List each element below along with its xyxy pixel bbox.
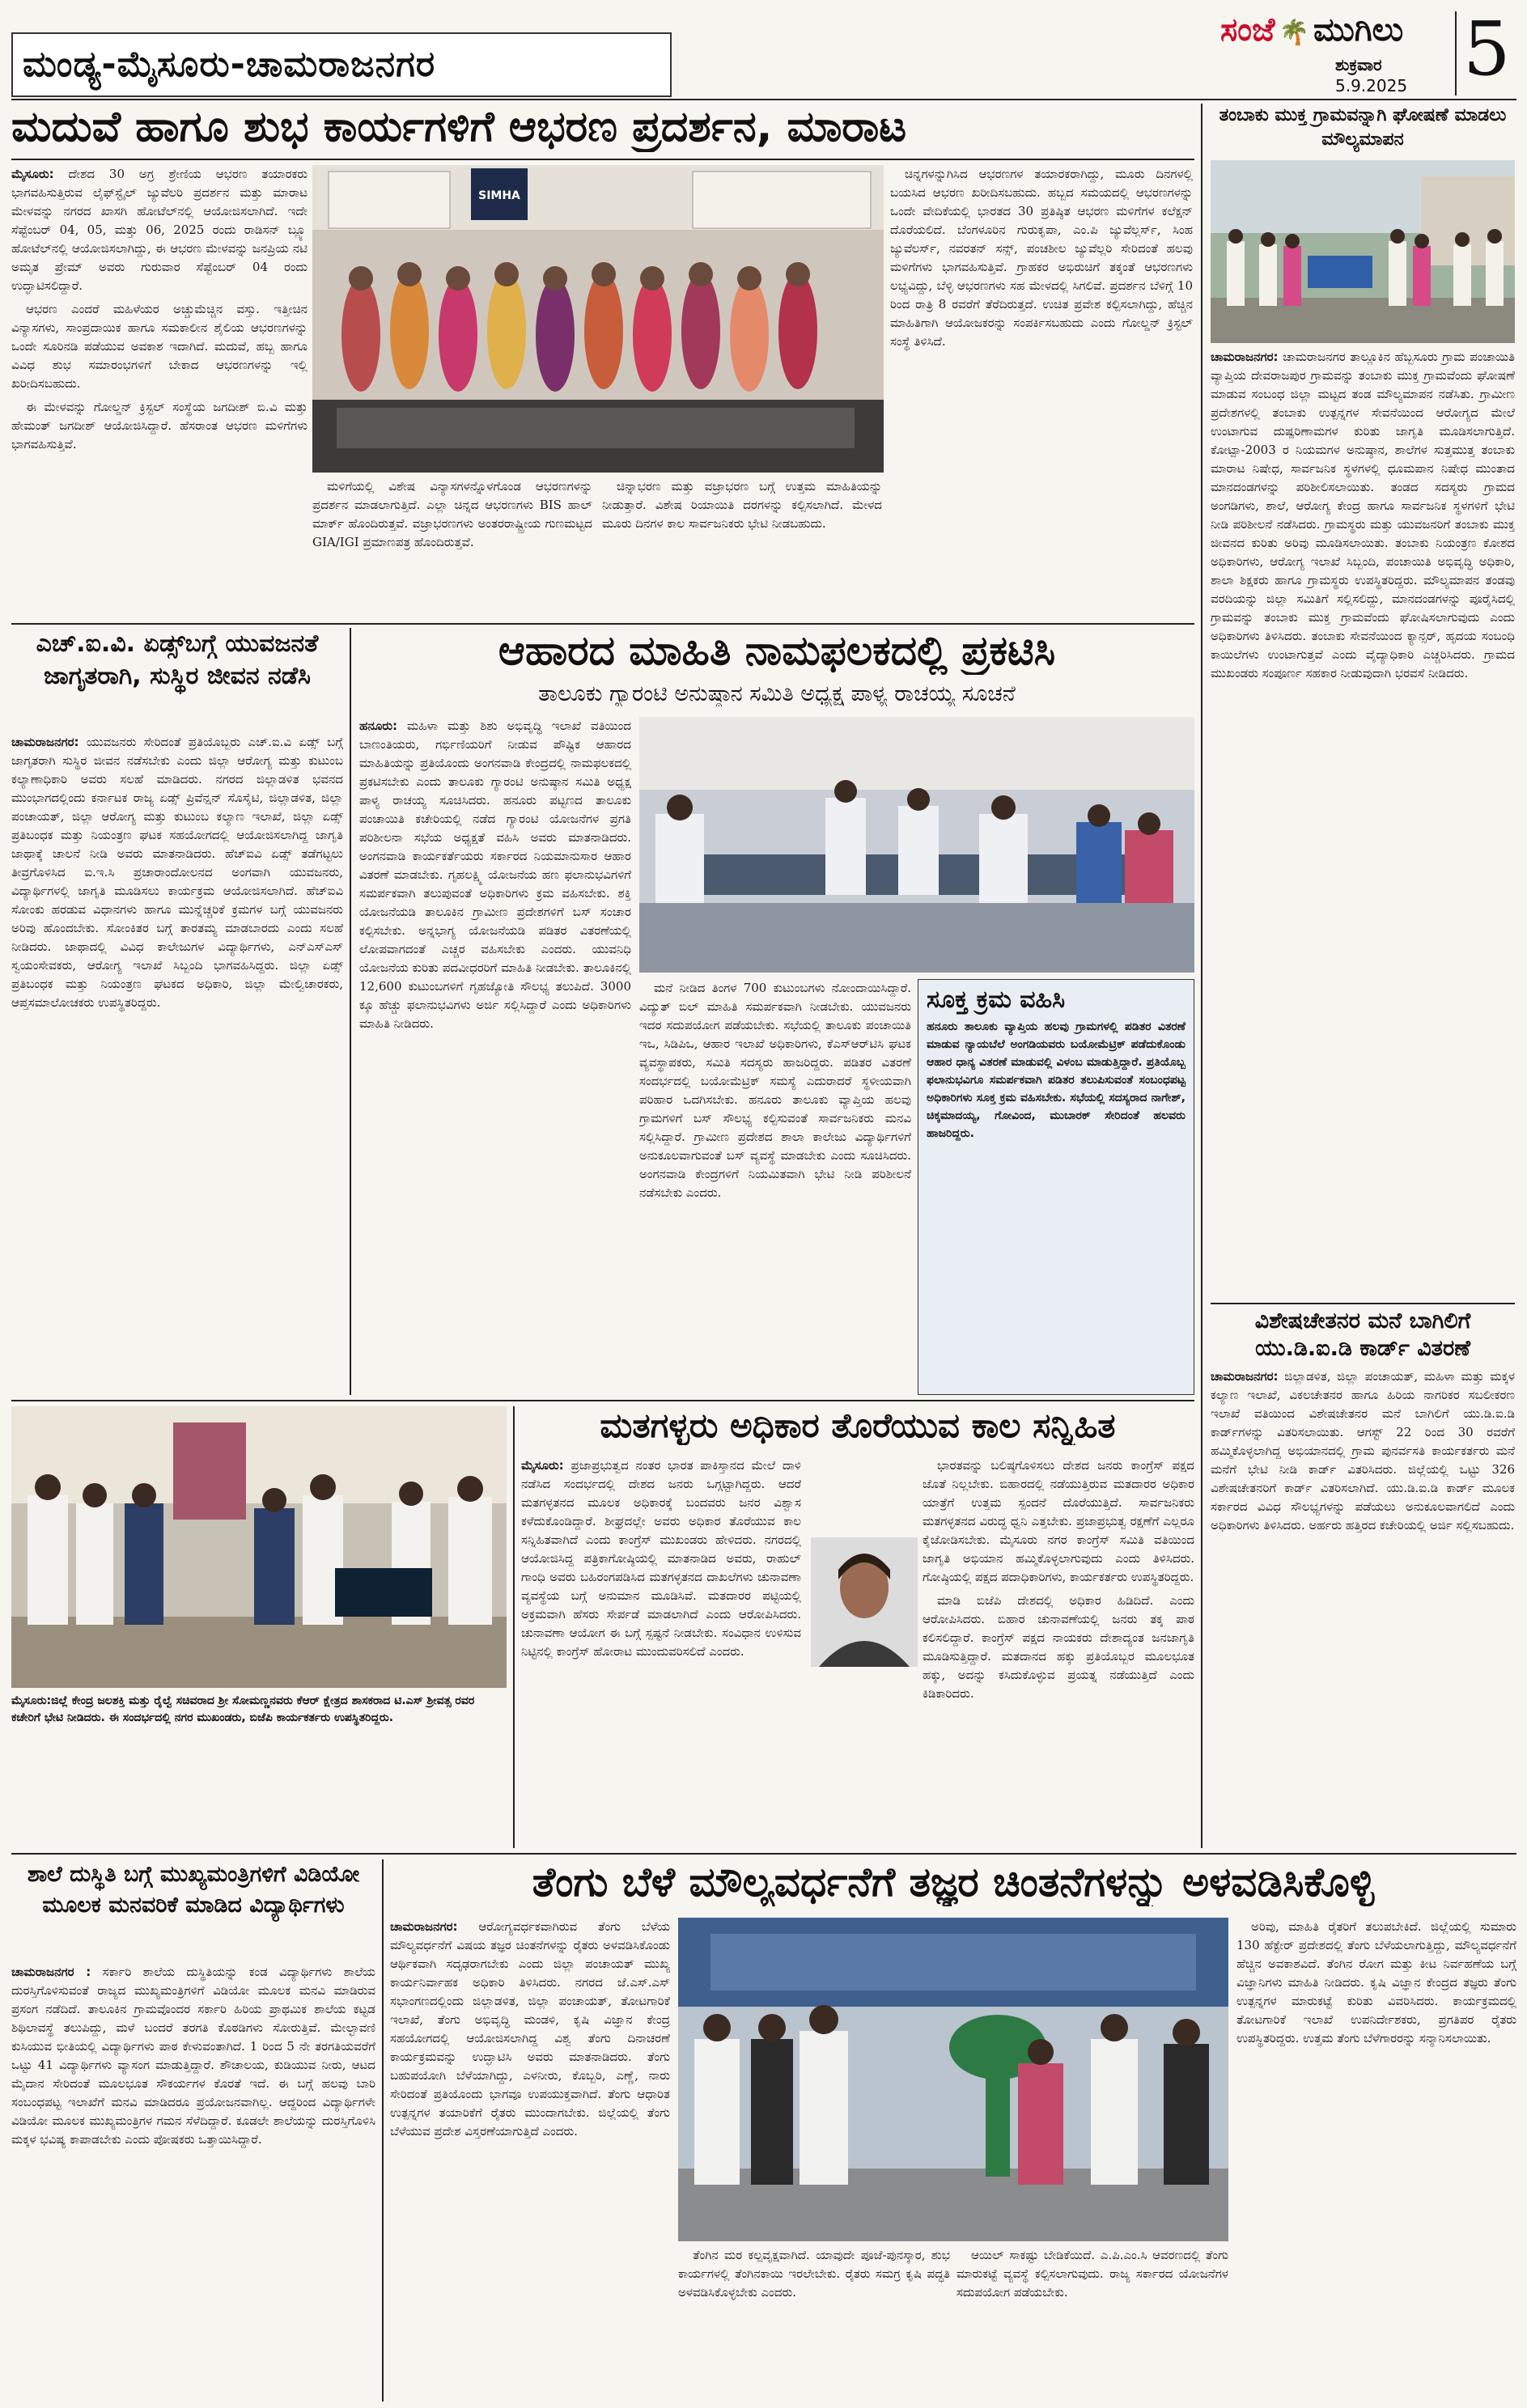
story5-col3-text: ಮಾಡಿ ಬಿಜೆಪಿ ದೇಶದಲ್ಲಿ ಅಧಿಕಾರ ಹಿಡಿದಿದೆ. ಎಂದು ಆರೋಪಿಸಿದರು. ಬಿಹಾರ ಚುನಾವಣೆಯಲ್ಲಿ ಜನರು ತಕ್ಕ ಪಾಠ ಕಲಿಸಲಿದ್ದಾರೆ. ಕಾಂಗ್ರೆಸ್ ಪಕ್ಷದ ನಾಯಕರು ದೇಶಾದ್ಯಂತ ಜನಜಾಗೃತಿ ಮೂಡಿಸುತ್ತಿದ್ದಾರೆ. ಮತದಾನದ ಹಕ್ಕು ಪ್ರತಿಯೊಬ್ಬರ ಮೂಲಭೂತ ಹಕ್ಕು, ಅದನ್ನು ಕಸಿದುಕೊಳ್ಳುವ ಪ್ರಯತ್ನ ನಡೆಯುತ್ತಿದೆ ಎಂದು ಕಿಡಿಕಾರಿದರು. bbox=[923, 1593, 1194, 1701]
rule-b bbox=[11, 1400, 1194, 1401]
story6-dateline: ಚಾಮರಾಜನಗರ : bbox=[11, 1965, 91, 1979]
story1-under-photo-b bbox=[602, 477, 882, 618]
story5-col2 bbox=[923, 1456, 1194, 1845]
story4-divider bbox=[513, 1406, 515, 1848]
story3-col2 bbox=[639, 979, 911, 1395]
story5-headline: ಮತಗಳ್ಳರು ಅಧಿಕಾರ ತೊರೆಯುವ ಕಾಲ ಸನ್ನಿಹಿತ bbox=[600, 1406, 1116, 1445]
story7-col1 bbox=[390, 1918, 670, 2400]
story5-col1 bbox=[521, 1456, 801, 1845]
story3-dateline: ಹನೂರು: bbox=[359, 719, 398, 733]
right-mid-text: ಜಿಲ್ಲಾಡಳಿತ, ಜಿಲ್ಲಾ ಪಂಚಾಯತ್, ಮಹಿಳಾ ಮತ್ತು ಮಕ್ಕಳ ಕಲ್ಯಾಣ ಇಲಾಖೆ, ವಿಕಲಚೇತನರ ಹಾಗೂ ಹಿರಿಯ ನಾಗರಿಕರ ಸಬಲೀಕರಣ ಇಲಾಖೆ ವತಿಯಿಂದ ವಿಶೇಷಚೇತನರ ಮನೆ ಬಾಗಿಲಿಗೆ ಯು.ಡಿ.ಐ.ಡಿ ಕಾರ್ಡ್‌ಗಳನ್ನು ವಿತರಿಸಲಾಯಿತು. ಆಗಸ್ಟ್ 22 ರಿಂದ 30 ರವರೆಗೆ ಹಮ್ಮಿಕೊಳ್ಳಲಾಗಿದ್ದ ಅಭಿಯಾನದಲ್ಲಿ ಗ್ರಾಮ ಪುನರ್ವಸತಿ ಕಾರ್ಯಕರ್ತರು ಮನೆ ಮನೆಗೆ ಭೇಟಿ ನೀಡಿ ಕಾರ್ಡ್ ವಿತರಿಸಿದರು. ಜಿಲ್ಲೆಯಲ್ಲಿ ಒಟ್ಟು 326 ವಿಶೇಷಚೇತನರಿಗೆ ಕಾರ್ಡ್ ವಿತರಿಸಲಾಗಿದೆ. ಯು.ಡಿ.ಐ.ಡಿ ಕಾರ್ಡ್ ಮೂಲಕ ಸರ್ಕಾರದ ವಿವಿಧ ಸೌಲಭ್ಯಗಳನ್ನು ಪಡೆಯಲು ಅನುಕೂಲವಾಗಲಿದೆ ಎಂದು ಅಧಿಕಾರಿಗಳು ತಿಳಿಸಿದರು. ಅರ್ಹರು ಹತ್ತಿರದ ಕಚೇರಿಯಲ್ಲಿ ಅರ್ಜಿ ಸಲ್ಲಿಸಬಹುದು. bbox=[1211, 1369, 1515, 1533]
story1-under-photo-a-text: ಮಳಿಗೆಯಲ್ಲಿ ವಿಶೇಷ ವಿನ್ಯಾಸಗಳನ್ನೊಳಗೊಂಡ ಆಭರಣಗಳನ್ನು ಪ್ರದರ್ಶನ ಮಾಡಲಾಗುತ್ತಿದೆ. ಎಲ್ಲಾ ಚಿನ್ನದ ಆಭರಣಗಳು BIS ಹಾಲ್ ಮಾರ್ಕ್ ಹೊಂದಿರುತ್ತವೆ. ವಜ್ರಾಭರಣಗಳು ಅಂತರರಾಷ್ಟ್ರೀಯ ಗುಣಮಟ್ಟದ GIA/IGI ಪ್ರಮಾಣಪತ್ರ ಹೊಂದಿರುತ್ತವೆ. bbox=[312, 479, 592, 549]
story4-photo bbox=[11, 1406, 507, 1688]
masthead-rule bbox=[11, 99, 1516, 100]
page-number: 5 bbox=[1463, 6, 1511, 92]
story2-body bbox=[11, 733, 343, 1395]
right-mid-body bbox=[1211, 1367, 1515, 1845]
right-top-text: ಚಾಮರಾಜನಗರ ತಾಲ್ಲೂಕಿನ ಹೆಬ್ಬಸೂರು ಗ್ರಾಮ ಪಂಚಾಯಿತಿ ವ್ಯಾಪ್ತಿಯ ದೇವರಾಜಪುರ ಗ್ರಾಮವನ್ನು ತಂಬಾಕು ಮುಕ್ತ ಗ್ರಾಮವೆಂದು ಘೋಷಣೆ ಮಾಡುವ ಸಂಬಂಧ ಜಿಲ್ಲಾ ಮಟ್ಟದ ತಂಡ ಮೌಲ್ಯಮಾಪನ ನಡೆಸಿತು. ಗ್ರಾಮೀಣ ಪ್ರದೇಶಗಳಲ್ಲಿ ತಂಬಾಕು ಉತ್ಪನ್ನಗಳ ಸೇವನೆಯಿಂದ ಆರೋಗ್ಯದ ಮೇಲೆ ಉಂಟಾಗುವ ದುಷ್ಪರಿಣಾಮಗಳ ಕುರಿತು ಜಾಗೃತಿ ಮೂಡಿಸಲಾಗುತ್ತಿದೆ. ಕೋಟ್ಪಾ-2003 ರ ನಿಯಮಗಳ ಅನುಷ್ಠಾನ, ಶಾಲೆಗಳ ಸುತ್ತಮುತ್ತ ತಂಬಾಕು ಮಾರಾಟ ನಿಷೇಧ, ಸಾರ್ವಜನಿಕ ಸ್ಥಳಗಳಲ್ಲಿ ಧೂಮಪಾನ ನಿಷೇಧ ಮುಂತಾದ ಮಾನದಂಡಗಳನ್ನು ಪರಿಶೀಲಿಸಲಾಯಿತು. ತಂಡದ ಸದಸ್ಯರು ಗ್ರಾಮದ ಅಂಗಡಿಗಳು, ಶಾಲೆ, ಆರೋಗ್ಯ ಕೇಂದ್ರ ಹಾಗೂ ಸಾರ್ವಜನಿಕ ಸ್ಥಳಗಳಿಗೆ ಭೇಟಿ ನೀಡಿ ಪರಿಶೀಲನೆ ನಡೆಸಿದರು. ಗ್ರಾಮಸ್ಥರು ಮತ್ತು ಯುವಜನರಿಗೆ ತಂಬಾಕು ಮುಕ್ತ ಜೀವನದ ಕುರಿತು ಅರಿವು ಮೂಡಿಸಲಾಯಿತು. ತಂಬಾಕು ನಿಯಂತ್ರಣ ಕೋಶದ ಅಧಿಕಾರಿಗಳು, ಆರೋಗ್ಯ ಇಲಾಖೆ ಸಿಬ್ಬಂದಿ, ಪಂಚಾಯಿತಿ ಅಭಿವೃದ್ಧಿ ಅಧಿಕಾರಿ, ಶಾಲಾ ಶಿಕ್ಷಕರು ಹಾಗೂ ಗ್ರಾಮಸ್ಥರು ಉಪಸ್ಥಿತರಿದ್ದರು. ಮೌಲ್ಯಮಾಪನ ತಂಡವು ವರದಿಯನ್ನು ಜಿಲ್ಲಾ ಸಮಿತಿಗೆ ಸಲ್ಲಿಸಲಿದ್ದು, ಮಾನದಂಡಗಳನ್ನು ಪೂರೈಸಿದಲ್ಲಿ ಗ್ರಾಮವನ್ನು ತಂಬಾಕು ಮುಕ್ತ ಗ್ರಾಮವೆಂದು ಘೋಷಿಸಲಾಗುವುದು ಎಂದು ಅಧಿಕಾರಿಗಳು ತಿಳಿಸಿದರು. ತಂಬಾಕು ಸೇವನೆಯಿಂದ ಕ್ಯಾನ್ಸರ್, ಹೃದಯ ಸಂಬಂಧಿ ಕಾಯಿಲೆಗಳು ಉಂಟಾಗುತ್ತವೆ ಎಂದು ವೈದ್ಯಾಧಿಕಾರಿ ಎಚ್ಚರಿಸಿದರು. ಗ್ರಾಮದ ಮುಖಂಡರು ಸಂಪೂರ್ಣ ಸಹಕಾರ ನೀಡುವುದಾಗಿ ಭರವಸೆ ನೀಡಿದರು. bbox=[1211, 350, 1515, 680]
right-top-photo bbox=[1211, 160, 1515, 343]
story2-text: ಯುವಜನರು ಸೇರಿದಂತೆ ಪ್ರತಿಯೊಬ್ಬರು ಎಚ್.ಐ.ವಿ ಏಡ್ಸ್ ಬಗ್ಗೆ ಜಾಗೃತರಾಗಿ ಸುಸ್ಥಿರ ಜೀವನ ನಡೆಸಬೇಕು ಎಂದು ಜಿಲ್ಲಾ ಆರೋಗ್ಯ ಮತ್ತು ಕುಟುಂಬ ಕಲ್ಯಾಣಾಧಿಕಾರಿ ಅವರು ಸಲಹೆ ಮಾಡಿದರು. ನಗರದ ಜಿಲ್ಲಾಡಳಿತ ಭವನದ ಮುಂಭಾಗದಲ್ಲಿಂದು ಕರ್ನಾಟಕ ರಾಜ್ಯ ಏಡ್ಸ್ ಪ್ರಿವೆನ್ಷನ್ ಸೊಸೈಟಿ, ಜಿಲ್ಲಾಡಳಿತ, ಜಿಲ್ಲಾ ಪಂಚಾಯತ್, ಜಿಲ್ಲಾ ಆರೋಗ್ಯ ಮತ್ತು ಕುಟುಂಬ ಕಲ್ಯಾಣ ಇಲಾಖೆ, ಜಿಲ್ಲಾ ಏಡ್ಸ್ ಪ್ರತಿಬಂಧಕ ಮತ್ತು ನಿಯಂತ್ರಣ ಘಟಕ ಸಹಯೋಗದಲ್ಲಿ ಆಯೋಜಿಸಲಾಗಿದ್ದ ಜಾಗೃತಿ ಜಾಥಾಕ್ಕೆ ಚಾಲನೆ ನೀಡಿ ಅವರು ಮಾತನಾಡಿದರು. ಹೆಚ್‌ಐವಿ ಏಡ್ಸ್ ತಡೆಗಟ್ಟಲು ತೀವ್ರಗೊಳಿಸಿದ ಐ.ಇ.ಸಿ ಪ್ರಚಾರಾಂದೋಲನದ ಅಂಗವಾಗಿ ಯುವಜನರು, ವಿದ್ಯಾರ್ಥಿಗಳಲ್ಲಿ ಜಾಗೃತಿ ಮೂಡಿಸಲು ಕಾರ್ಯಕ್ರಮ ಆಯೋಜಿಸಲಾಗಿದೆ. ಹೆಚ್‌ಐವಿ ಸೋಂಕು ಹರಡುವ ವಿಧಾನಗಳು ಹಾಗೂ ಮುನ್ನೆಚ್ಚರಿಕೆ ಕ್ರಮಗಳ ಬಗ್ಗೆ ಯುವಜನರು ಅರಿವು ಹೊಂದಬೇಕು. ಸೋಂಕಿತರ ಬಗ್ಗೆ ತಾರತಮ್ಯ ಮಾಡಬಾರದು ಎಂದು ಸಲಹೆ ನೀಡಿದರು. ಜಾಥಾದಲ್ಲಿ ವಿವಿಧ ಕಾಲೇಜುಗಳ ವಿದ್ಯಾರ್ಥಿಗಳು, ಎನ್‌ಎಸ್‌ಎಸ್ ಸ್ವಯಂಸೇವಕರು, ಆರೋಗ್ಯ ಇಲಾಖೆ ಸಿಬ್ಬಂದಿ ಭಾಗವಹಿಸಿದ್ದರು. ಜಿಲ್ಲಾ ಏಡ್ಸ್ ಪ್ರತಿಬಂಧಕ ಮತ್ತು ನಿಯಂತ್ರಣ ಘಟಕದ ಅಧಿಕಾರಿ, ಜಿಲ್ಲಾ ಮೇಲ್ವಿಚಾರಕರು, ಆಪ್ತಸಮಾಲೋಚಕರು ಉಪಸ್ಥಿತರಿದ್ದರು. bbox=[11, 735, 343, 1010]
palm-icon: 🌴 bbox=[1279, 19, 1309, 47]
masthead-divider bbox=[1455, 11, 1457, 95]
story1-body3: ಈ ಮೇಳವನ್ನು ಗೋಲ್ಡನ್ ಕ್ರಿಸ್ಟಲ್ ಸಂಸ್ಥೆಯ ಜಗದೀಶ್ ಬಿ.ವಿ ಮತ್ತು ಹೇಮಂತ್ ಜಗದೀಶ್ ಆಯೋಜಿಸಿದ್ದಾರೆ. ಹೆಸರಾಂತ ಆಭರಣ ಮಳಿಗೆಗಳು ಭಾಗವಹಿಸುತ್ತಿವೆ. bbox=[11, 400, 308, 451]
story1-body1: ದೇಶದ 30 ಅಗ್ರ ಶ್ರೇಣಿಯ ಆಭರಣ ತಯಾರಕರು ಭಾಗವಹಿಸುತ್ತಿರುವ ಲೈಫ್‌ಸ್ಟೈಲ್ ಜ್ಯುವೆಲರಿ ಪ್ರದರ್ಶನ ಮತ್ತು ಮಾರಾಟ ಮೇಳವನ್ನು ನಗರದ ಖಾಸಗಿ ಹೋಟೆಲ್‌ನಲ್ಲಿ ಆಯೋಜಿಸಲಾಗಿದೆ. ಇದೇ ಸೆಪ್ಟೆಂಬರ್ 04, 05, ಮತ್ತು 06, 2025 ರಂದು ರಾಡಿಸನ್ ಬ್ಲ್ಯೂ ಹೋಟೆಲ್‌ನಲ್ಲಿ ಆಯೋಜಿಸಲಾಗಿದ್ದು, ಈ ಆಭರಣ ಮೇಳವನ್ನು ಜನಪ್ರಿಯ ನಟಿ ಅಮೃತ ಪ್ರೇಮ್ ಅವರು ಗುರುವಾರ ಸೆಪ್ಟೆಂಬರ್ 04 ರಂದು ಉದ್ಘಾಟಿಸಲಿದ್ದಾರೆ. bbox=[11, 167, 308, 293]
story3-subhead: ತಾಲೂಕು ಗ್ಯಾರಂಟಿ ಅನುಷ್ಠಾನ ಸಮಿತಿ ಅಧ್ಯಕ್ಷ ಪಾಳ್ಯ ರಾಚಯ್ಯ ಸೂಚನೆ bbox=[538, 681, 1016, 706]
story5-col2-text: ಭಾರತವನ್ನು ಬಲಿಷ್ಠಗೊಳಿಸಲು ದೇಶದ ಜನರು ಕಾಂಗ್ರೆಸ್ ಪಕ್ಷದ ಜೊತೆ ನಿಲ್ಲಬೇಕು. ಬಿಹಾರದಲ್ಲಿ ನಡೆಯುತ್ತಿರುವ ಮತದಾರರ ಅಧಿಕಾರ ಯಾತ್ರೆಗೆ ಉತ್ತಮ ಸ್ಪಂದನೆ ದೊರೆಯುತ್ತಿದೆ. ಸಾರ್ವಜನಿಕರು ಮತಗಳ್ಳತನದ ವಿರುದ್ಧ ಧ್ವನಿ ಎತ್ತಬೇಕು. ಪ್ರಜಾಪ್ರಭುತ್ವ ರಕ್ಷಣೆಗೆ ಎಲ್ಲರೂ ಕೈಜೋಡಿಸಬೇಕು. ಮೈಸೂರು ನಗರ ಕಾಂಗ್ರೆಸ್ ಸಮಿತಿ ವತಿಯಿಂದ ಜಾಗೃತಿ ಅಭಿಯಾನ ಹಮ್ಮಿಕೊಳ್ಳಲಾಗುವುದು ಎಂದು ತಿಳಿಸಿದರು. ಗೋಷ್ಠಿಯಲ್ಲಿ ಪಕ್ಷದ ಪದಾಧಿಕಾರಿಗಳು, ಕಾರ್ಯಕರ್ತರು ಉಪಸ್ಥಿತರಿದ್ದರು. bbox=[923, 1458, 1194, 1584]
story7-under-photo-a-text: ತೆಂಗಿನ ಮರ ಕಲ್ಪವೃಕ್ಷವಾಗಿದೆ. ಯಾವುದೇ ಪೂಜೆ-ಪುನಸ್ಕಾರ, ಶುಭ ಕಾರ್ಯಗಳಲ್ಲಿ ತೆಂಗಿನಕಾಯಿ ಇರಲೇಬೇಕು. ರೈತರು ಸಮಗ್ರ ಕೃಷಿ ಪದ್ಧತಿ ಅಳವಡಿಸಿಕೊಳ್ಳಬೇಕು ಎಂದರು. bbox=[678, 2248, 950, 2300]
story3-box-title: ಸೂಕ್ತ ಕ್ರಮ ವಹಿಸಿ bbox=[927, 986, 1066, 1014]
story3-box bbox=[918, 979, 1194, 1395]
story1-under-photo-b-text: ಚಿನ್ನಾಭರಣ ಮತ್ತು ವಜ್ರಾಭರಣ ಬಗ್ಗೆ ಉತ್ತಮ ಮಾಹಿತಿಯನ್ನು ನೀಡುತ್ತಾರೆ. ವಿಶೇಷ ರಿಯಾಯಿತಿ ದರಗಳನ್ನು ಕಲ್ಪಿಸಲಾಗಿದೆ. ಮೇಳದ ಮೂರು ದಿನಗಳ ಕಾಲ ಸಾರ್ವಜನಿಕರು ಭೇಟಿ ನೀಡಬಹುದು. bbox=[602, 479, 882, 531]
svg-text:SIMHA: SIMHA bbox=[478, 189, 520, 202]
story7-text: ಆರೋಗ್ಯವರ್ಧಕವಾಗಿರುವ ತೆಂಗು ಬೆಳೆಯ ಮೌಲ್ಯವರ್ಧನೆಗೆ ವಿಷಯ ತಜ್ಞರ ಚಿಂತನೆಗಳನ್ನು ರೈತರು ಅಳವಡಿಸಿಕೊಂಡು ಆರ್ಥಿಕವಾಗಿ ಸದೃಢರಾಗಬೇಕು ಎಂದು ಜಿಲ್ಲಾ ಪಂಚಾಯತ್ ಮುಖ್ಯ ಕಾರ್ಯನಿರ್ವಾಹಕ ಅಧಿಕಾರಿ ತಿಳಿಸಿದರು. ನಗರದ ಜೆ.ಎಸ್.ಎಸ್ ಸಭಾಂಗಣದಲ್ಲಿಂದು ಜಿಲ್ಲಾಡಳಿತ, ಜಿಲ್ಲಾ ಪಂಚಾಯತ್, ತೋಟಗಾರಿಕೆ ಇಲಾಖೆ, ತೆಂಗು ಅಭಿವೃದ್ಧಿ ಮಂಡಳಿ, ಕೃಷಿ ವಿಜ್ಞಾನ ಕೇಂದ್ರ ಸಹಯೋಗದಲ್ಲಿ ಆಯೋಜಿಸಲಾಗಿದ್ದ ವಿಶ್ವ ತೆಂಗು ದಿನಾಚರಣೆ ಕಾರ್ಯಕ್ರಮವನ್ನು ಉದ್ಘಾಟಿಸಿ ಅವರು ಮಾತನಾಡಿದರು. ತೆಂಗು ಬಹುಪಯೋಗಿ ಬೆಳೆಯಾಗಿದ್ದು, ಎಳನೀರು, ಕೊಬ್ಬರಿ, ಎಣ್ಣೆ, ನಾರು ಸೇರಿದಂತೆ ಪ್ರತಿಯೊಂದು ಭಾಗವೂ ಉಪಯುಕ್ತವಾಗಿದೆ. ತೆಂಗು ಆಧಾರಿತ ಉತ್ಪನ್ನಗಳ ತಯಾರಿಕೆಗೆ ರೈತರು ಮುಂದಾಗಬೇಕು. ಜಿಲ್ಲೆಯಲ್ಲಿ ತೆಂಗು ಬೆಳೆಯುವ ಪ್ರದೇಶ ವಿಸ್ತರಣೆಯಾಗುತ್ತಿದೆ ಎಂದರು. bbox=[390, 1919, 670, 2139]
story7-col3 bbox=[1236, 1918, 1516, 2400]
right-mid-headline: ವಿಶೇಷಚೇತನರ ಮನೆ ಬಾಗಿಲಿಗೆ ಯು.ಡಿ.ಐ.ಡಿ ಕಾರ್ಡ್ ವಿತರಣೆ bbox=[1254, 1308, 1471, 1361]
story1-rule bbox=[11, 159, 1194, 160]
story7-under-photo-a bbox=[678, 2246, 950, 2400]
story3-text: ಮಹಿಳಾ ಮತ್ತು ಶಿಶು ಅಭಿವೃದ್ಧಿ ಇಲಾಖೆ ವತಿಯಿಂದ ಬಾಣಂತಿಯರು, ಗರ್ಭಿಣಿಯರಿಗೆ ನೀಡುವ ಪೌಷ್ಟಿಕ ಆಹಾರದ ಮಾಹಿತಿಯನ್ನು ಪ್ರತಿಯೊಂದು ಅಂಗನವಾಡಿ ಕೇಂದ್ರದಲ್ಲಿ ನಾಮಫಲಕದಲ್ಲಿ ಪ್ರಕಟಿಸಬೇಕು ಎಂದು ತಾಲೂಕು ಗ್ಯಾರಂಟಿ ಅನುಷ್ಠಾನ ಸಮಿತಿ ಅಧ್ಯಕ್ಷ ಪಾಳ್ಯ ರಾಚಯ್ಯ ಸೂಚಿಸಿದರು. ಹನೂರು ಪಟ್ಟಣದ ತಾಲೂಕು ಪಂಚಾಯಿತಿ ಕಚೇರಿಯಲ್ಲಿ ನಡೆದ ಗ್ಯಾರಂಟಿ ಯೋಜನೆಗಳ ಪ್ರಗತಿ ಪರಿಶೀಲನಾ ಸಭೆಯ ಅಧ್ಯಕ್ಷತೆ ವಹಿಸಿ ಅವರು ಮಾತನಾಡಿದರು. ಅಂಗನವಾಡಿ ಕಾರ್ಯಕರ್ತೆಯರು ಸರ್ಕಾರದ ನಿಯಮಾನುಸಾರ ಆಹಾರ ವಿತರಣೆ ಮಾಡಬೇಕು. ಗೃಹಲಕ್ಷ್ಮಿ ಯೋಜನೆಯ ಹಣ ಫಲಾನುಭವಿಗಳಿಗೆ ಸಮರ್ಪಕವಾಗಿ ತಲುಪುವಂತೆ ಅಧಿಕಾರಿಗಳು ಕ್ರಮ ವಹಿಸಬೇಕು. ಶಕ್ತಿ ಯೋಜನೆಯಡಿ ತಾಲೂಕಿನ ಗ್ರಾಮೀಣ ಪ್ರದೇಶಗಳಿಗೆ ಬಸ್ ಸಂಚಾರ ಕಲ್ಪಿಸಬೇಕು. ಅನ್ನಭಾಗ್ಯ ಯೋಜನೆಯಡಿ ಪಡಿತರ ವಿತರಣೆಯಲ್ಲಿ ಲೋಪವಾಗದಂತೆ ಎಚ್ಚರ ವಹಿಸಬೇಕು ಎಂದರು. ಯುವನಿಧಿ ಯೋಜನೆಯ ಕುರಿತು ಪದವೀಧರರಿಗೆ ಮಾಹಿತಿ ನೀಡಬೇಕು. ತಾಲೂಕಿನಲ್ಲಿ 12,600 ಕುಟುಂಬಗಳಿಗೆ ಗೃಹಜ್ಯೋತಿ ಸೌಲಭ್ಯ ತಲುಪಿದೆ. 3000 ಕ್ಕೂ ಹೆಚ್ಚು ಫಲಾನುಭವಿಗಳು ಅರ್ಜಿ ಸಲ್ಲಿಸಿದ್ದಾರೆ ಎಂದು ಅಧಿಕಾರಿಗಳು ಮಾಹಿತಿ ನೀಡಿದರು. bbox=[359, 719, 631, 1031]
story2-divider bbox=[350, 628, 351, 1395]
story7-headline: ತೆಂಗು ಬೆಳೆ ಮೌಲ್ಯವರ್ಧನೆಗೆ ತಜ್ಞರ ಚಿಂತನೆಗಳನ್ನು ಅಳವಡಿಸಿಕೊಳ್ಳಿ bbox=[532, 1859, 1375, 1906]
story6-headline: ಶಾಲೆ ದುಸ್ಥಿತಿ ಬಗ್ಗೆ ಮುಖ್ಯಮಂತ್ರಿಗಳಿಗೆ ವಿಡಿಯೋ ಮೂಲಕ ಮನವರಿಕೆ ಮಾಡಿದ ವಿದ್ಯಾರ್ಥಿಗಳು bbox=[27, 1862, 360, 1918]
logo-word-2: ಮುಗಿಲು bbox=[1313, 11, 1404, 49]
section-label bbox=[11, 32, 672, 97]
paper-logo bbox=[1220, 11, 1455, 53]
issue-day: ಶುಕ್ರವಾರ bbox=[1335, 55, 1382, 74]
story7-col3-text: ಅರಿವು, ಮಾಹಿತಿ ರೈತರಿಗೆ ತಲುಪಬೇಕಿದೆ. ಜಿಲ್ಲೆಯಲ್ಲಿ ಸುಮಾರು 130 ಹೆಕ್ಟೇರ್ ಪ್ರದೇಶದಲ್ಲಿ ತೆಂಗು ಬೆಳೆಯಲಾಗುತ್ತಿದ್ದು, ಮೌಲ್ಯವರ್ಧನೆಗೆ ಹೆಚ್ಚಿನ ಅವಕಾಶವಿದೆ. ತೆಂಗಿನ ರೋಗ ಮತ್ತು ಕೀಟ ನಿರ್ವಹಣೆಯ ಬಗ್ಗೆ ವಿಜ್ಞಾನಿಗಳು ಮಾಹಿತಿ ನೀಡಿದರು. ಕೃಷಿ ವಿಜ್ಞಾನ ಕೇಂದ್ರದ ತಜ್ಞರು ತೆಂಗು ಉತ್ಪನ್ನಗಳ ಮಾರುಕಟ್ಟೆ ಕುರಿತು ವಿವರಿಸಿದರು. ಕಾರ್ಯಕ್ರಮದಲ್ಲಿ ತೋಟಗಾರಿಕೆ ಇಲಾಖೆ ಉಪನಿರ್ದೇಶಕರು, ಪ್ರಗತಿಪರ ರೈತರು ಉಪಸ್ಥಿತರಿದ್ದರು. ಉತ್ತಮ ತೆಂಗು ಬೆಳೆಗಾರರನ್ನು ಸನ್ಮಾನಿಸಲಾಯಿತು. bbox=[1236, 1919, 1516, 2046]
story4-caption: ಮೈಸೂರು:ಜಿಲ್ಲೆ ಕೇಂದ್ರ ಜಲಶಕ್ತಿ ಮತ್ತು ರೈಲ್ವೆ ಸಚಿವರಾದ ಶ್ರೀ ಸೋಮಣ್ಣನವರು ಕೆಆರ್ ಕ್ಷೇತ್ರದ ಶಾಸಕರಾದ ಟಿ.ಎಸ್ ಶ್ರೀವತ್ಸ ರವರ ಕಚೇರಿಗೆ ಭೇಟಿ ನೀಡಿದರು. ಈ ಸಂದರ್ಭದಲ್ಲಿ ನಗರ ಮುಖಂಡರು, ಬಿಜೆಪಿ ಕಾರ್ಯಕರ್ತರು ಉಪಸ್ಥಿತರಿದ್ದರು. bbox=[11, 1694, 475, 1724]
right-mid-dateline: ಚಾಮರಾಜನಗರ: bbox=[1211, 1369, 1279, 1384]
story6-body bbox=[11, 1963, 375, 2400]
story1-dateline: ಮೈಸೂರು: bbox=[11, 167, 54, 181]
story5-portrait bbox=[811, 1537, 918, 1667]
story7-dateline: ಚಾಮರಾಜನಗರ: bbox=[390, 1919, 458, 1934]
right-rule-1 bbox=[1211, 1303, 1515, 1304]
story6-text: ಸರ್ಕಾರಿ ಶಾಲೆಯ ದುಸ್ಥಿತಿಯನ್ನು ಕಂಡ ವಿದ್ಯಾರ್ಥಿಗಳು ಶಾಲೆಯ ದುರಸ್ತಿಗೊಳಿಸುವಂತೆ ರಾಜ್ಯದ ಮುಖ್ಯಮಂತ್ರಿಗಳಿಗೆ ವಿಡಿಯೋ ಮೂಲಕ ಮನವಿ ಮಾಡಿರುವ ಪ್ರಸಂಗ ನಡೆದಿದೆ. ತಾಲೂಕಿನ ಗ್ರಾಮವೊಂದರ ಸರ್ಕಾರಿ ಹಿರಿಯ ಪ್ರಾಥಮಿಕ ಶಾಲೆಯ ಕಟ್ಟಡ ಶಿಥಿಲಾವಸ್ಥೆ ತಲುಪಿದ್ದು, ಮಳೆ ಬಂದರೆ ತರಗತಿ ಕೊಠಡಿಗಳು ಸೋರುತ್ತಿವೆ. ಮೇಲ್ಛಾವಣಿ ಕುಸಿಯುವ ಭೀತಿಯಲ್ಲಿ ವಿದ್ಯಾರ್ಥಿಗಳು ಪಾಠ ಕೇಳುವಂತಾಗಿದೆ. 1 ರಿಂದ 5 ನೇ ತರಗತಿಯವರೆಗೆ ಒಟ್ಟು 41 ವಿದ್ಯಾರ್ಥಿಗಳು ವ್ಯಾಸಂಗ ಮಾಡುತ್ತಿದ್ದಾರೆ. ಶೌಚಾಲಯ, ಕುಡಿಯುವ ನೀರು, ಆಟದ ಮೈದಾನ ಸೇರಿದಂತೆ ಮೂಲಭೂತ ಸೌಕರ್ಯಗಳ ಕೊರತೆ ಇದೆ. ಈ ಬಗ್ಗೆ ಹಲವು ಬಾರಿ ಸಂಬಂಧಪಟ್ಟ ಇಲಾಖೆಗೆ ಮನವಿ ಮಾಡಿದರೂ ಪ್ರಯೋಜನವಾಗಿಲ್ಲ. ಆದ್ದರಿಂದ ವಿದ್ಯಾರ್ಥಿಗಳೇ ವಿಡಿಯೋ ಮೂಲಕ ಮುಖ್ಯಮಂತ್ರಿಗಳ ಗಮನ ಸೆಳೆದಿದ್ದಾರೆ. ಕೂಡಲೇ ಶಾಲೆಯನ್ನು ದುರಸ್ತಿಗೊಳಿಸಿ ಮಕ್ಕಳ ಭವಿಷ್ಯ ಕಾಪಾಡಬೇಕು ಎಂದು ಪೋಷಕರು ಒತ್ತಾಯಿಸಿದ್ದಾರೆ. bbox=[11, 1965, 375, 2147]
story5-dateline: ಮೈಸೂರು: bbox=[521, 1458, 564, 1473]
story1-col1 bbox=[11, 165, 308, 618]
right-top-dateline: ಚಾಮರಾಜನಗರ: bbox=[1211, 350, 1279, 364]
right-col-divider bbox=[1201, 104, 1203, 1848]
story2-dateline: ಚಾಮರಾಜನಗರ: bbox=[11, 735, 79, 749]
rule-a bbox=[11, 623, 1194, 625]
story2-headline: ಎಚ್.ಐ.ವಿ. ಏಡ್ಸ್‌ಬಗ್ಗೆ ಯುವಜನತೆ ಜಾಗೃತರಾಗಿ, ಸುಸ್ಥಿರ ಜೀವನ ನಡೆಸಿ bbox=[36, 630, 319, 690]
story7-photo bbox=[678, 1918, 1228, 2241]
story7-under-photo-b-text: ಆಯಿಲ್ ಸಾಕಷ್ಟು ಬೇಡಿಕೆಯಿದೆ. ಎ.ಪಿ.ಎಂ.ಸಿ ಆವರಣದಲ್ಲಿ ತೆಂಗು ಮಾರುಕಟ್ಟೆ ವ್ಯವಸ್ಥೆ ಕಲ್ಪಿಸಲಾಗುವುದು. ರಾಜ್ಯ ಸರ್ಕಾರದ ಯೋಜನೆಗಳ ಸದುಪಯೋಗ ಪಡೆಯಬೇಕು. bbox=[956, 2248, 1228, 2300]
logo-word-1: ಸಂಜೆ bbox=[1220, 11, 1275, 49]
story3-col1 bbox=[359, 717, 631, 1395]
issue-date: 5.9.2025 bbox=[1335, 76, 1408, 95]
story1-body2: ಆಭರಣ ಎಂದರೆ ಮಹಿಳೆಯರ ಅಚ್ಚುಮೆಚ್ಚಿನ ವಸ್ತು. ಇತ್ತೀಚಿನ ವಿನ್ಯಾಸಗಳು, ಸಾಂಪ್ರದಾಯಿಕ ಹಾಗೂ ಸಮಕಾಲೀನ ಶೈಲಿಯ ಆಭರಣಗಳನ್ನು ಒಂದೇ ಸೂರಿನಡಿ ಪಡೆಯುವ ಅವಕಾಶ ಇದಾಗಿದೆ. ಮದುವೆ, ಹಬ್ಬ ಹಾಗೂ ವಿವಿಧ ಶುಭ ಸಮಾರಂಭಗಳಿಗೆ ಬೇಕಾದ ಆಭರಣಗಳನ್ನು ಇಲ್ಲಿ ಖರೀದಿಸಬಹುದು. bbox=[11, 302, 308, 391]
right-top-body bbox=[1211, 348, 1515, 1298]
right-top-headline: ತಂಬಾಕು ಮುಕ್ತ ಗ್ರಾಮವನ್ನಾಗಿ ಘೋಷಣೆ ಮಾಡಲು ಮೌಲ್ಯಮಾಪನ bbox=[1219, 105, 1507, 150]
story7-under-photo-b bbox=[956, 2246, 1228, 2400]
story1-under-photo-a bbox=[312, 477, 592, 618]
story3-box-body: ಹನೂರು ತಾಲೂಕು ವ್ಯಾಪ್ತಿಯ ಹಲವು ಗ್ರಾಮಗಳಲ್ಲಿ ಪಡಿತರ ವಿತರಣೆ ಮಾಡುವ ನ್ಯಾಯಬೆಲೆ ಅಂಗಡಿಯವರು ಬಯೋಮೆಟ್ರಿಕ್ ಪಡೆದುಕೊಂಡು ಆಹಾರ ಧಾನ್ಯ ವಿತರಣೆ ಮಾಡುವಲ್ಲಿ ವಿಳಂಬ ಮಾಡುತ್ತಿದ್ದಾರೆ. ಪ್ರತಿಯೊಬ್ಬ ಫಲಾನುಭವಿಗೂ ಸಮರ್ಪಕವಾಗಿ ಪಡಿತರ ತಲುಪಿಸುವಂತೆ ಸಂಬಂಧಪಟ್ಟ ಅಧಿಕಾರಿಗಳು ಸೂಕ್ತ ಕ್ರಮ ವಹಿಸಬೇಕು. ಸಭೆಯಲ್ಲಿ ಸದಸ್ಯರಾದ ನಾಗೇಶ್, ಚಿಕ್ಕಮಾದಯ್ಯ, ಗೋವಿಂದ, ಮುಬಾರಕ್ ಸೇರಿದಂತೆ ಹಲವರು ಹಾಜರಿದ್ದರು. bbox=[927, 1020, 1186, 1140]
story3-col2-text: ಮನೆ ನೀಡಿದ ತಿಂಗಳ 700 ಕುಟುಂಬಗಳು ನೋಂದಾಯಿಸಿದ್ದಾರೆ. ವಿದ್ಯುತ್ ಬಿಲ್ ಮಾಹಿತಿ ಸಮರ್ಪಕವಾಗಿ ನೀಡಬೇಕು. ಯುವಜನರು ಇದರ ಸದುಪಯೋಗ ಪಡೆಯಬೇಕು. ಸಭೆಯಲ್ಲಿ ತಾಲೂಕು ಪಂಚಾಯಿತಿ ಇಒ, ಸಿಡಿಪಿಒ, ಆಹಾರ ಇಲಾಖೆ ಅಧಿಕಾರಿಗಳು, ಕೆಎಸ್‌ಆರ್‌ಟಿಸಿ ಘಟಕ ವ್ಯವಸ್ಥಾಪಕರು, ಸಮಿತಿ ಸದಸ್ಯರು ಹಾಜರಿದ್ದರು. ಪಡಿತರ ವಿತರಣೆ ಸಂದರ್ಭದಲ್ಲಿ ಬಯೋಮೆಟ್ರಿಕ್ ಸಮಸ್ಯೆ ಎದುರಾದರೆ ಸ್ಥಳೀಯವಾಗಿ ಪರಿಹಾರ ಒದಗಿಸಬೇಕು. ಹನೂರು ತಾಲೂಕು ವ್ಯಾಪ್ತಿಯ ಹಲವು ಗ್ರಾಮಗಳಿಗೆ ಬಸ್ ಸೌಲಭ್ಯ ಕಲ್ಪಿಸುವಂತೆ ಸಾರ್ವಜನಿಕರು ಮನವಿ ಸಲ್ಲಿಸಿದ್ದಾರೆ. ಗ್ರಾಮೀಣ ಪ್ರದೇಶದ ಶಾಲಾ ಕಾಲೇಜು ವಿದ್ಯಾರ್ಥಿಗಳಿಗೆ ಅನುಕೂಲವಾಗುವಂತೆ ಬಸ್ ವ್ಯವಸ್ಥೆ ಮಾಡಬೇಕು ಎಂದು ಸೂಚಿಸಿದರು. ಅಂಗನವಾಡಿ ಕೇಂದ್ರಗಳಿಗೆ ನಿಯಮಿತವಾಗಿ ಭೇಟಿ ನೀಡಿ ಪರಿಶೀಲನೆ ನಡೆಸಬೇಕು ಎಂದರು. bbox=[639, 981, 911, 1200]
story5-text: ಪ್ರಜಾಪ್ರಭುತ್ವದ ನಂತರ ಭಾರತ ಪಾಕಿಸ್ತಾನದ ಮೇಲೆ ದಾಳಿ ನಡೆಸಿದ ಸಂದರ್ಭದಲ್ಲಿ ದೇಶದ ಜನರು ಒಗ್ಗಟ್ಟಾಗಿದ್ದರು. ಆದರೆ ಮತಗಳ್ಳತನದ ಮೂಲಕ ಅಧಿಕಾರಕ್ಕೆ ಬಂದವರು ಜನರ ವಿಶ್ವಾಸ ಕಳೆದುಕೊಂಡಿದ್ದಾರೆ. ಶೀಘ್ರದಲ್ಲೇ ಅವರು ಅಧಿಕಾರ ತೊರೆಯುವ ಕಾಲ ಸನ್ನಿಹಿತವಾಗಿದೆ ಎಂದು ಕಾಂಗ್ರೆಸ್ ಮುಖಂಡರು ಹೇಳಿದರು. ನಗರದಲ್ಲಿ ಆಯೋಜಿಸಿದ್ದ ಪತ್ರಿಕಾಗೋಷ್ಠಿಯಲ್ಲಿ ಮಾತನಾಡಿದ ಅವರು, ರಾಹುಲ್ ಗಾಂಧಿ ಅವರು ಬಹಿರಂಗಪಡಿಸಿದ ಮತಗಳ್ಳತನದ ದಾಖಲೆಗಳು ಚುನಾವಣಾ ವ್ಯವಸ್ಥೆಯ ಬಗ್ಗೆ ಅನುಮಾನ ಮೂಡಿಸಿವೆ. ಮತದಾರರ ಪಟ್ಟಿಯಲ್ಲಿ ಅಕ್ರಮವಾಗಿ ಹೆಸರು ಸೇರ್ಪಡೆ ಮಾಡಲಾಗಿದೆ ಎಂದು ಆರೋಪಿಸಿದರು. ಚುನಾವಣಾ ಆಯೋಗ ಈ ಬಗ್ಗೆ ಸ್ಪಷ್ಟನೆ ನೀಡಬೇಕು. ಸಂವಿಧಾನ ಉಳಿಸುವ ನಿಟ್ಟಿನಲ್ಲಿ ಕಾಂಗ್ರೆಸ್ ಹೋರಾಟ ಮುಂದುವರಿಸಲಿದೆ ಎಂದರು. bbox=[521, 1458, 801, 1659]
section-title: ಮಂಡ್ಯ-ಮೈಸೂರು-ಚಾಮರಾಜನಗರ bbox=[23, 43, 436, 85]
story1-col3-text: ಚಿನ್ನಗಳನ್ನುಗಿಸಿದ ಆಭರಣಗಳ ತಯಾರಕರಾಗಿದ್ದು, ಮೂರು ದಿನಗಳಲ್ಲಿ ಬಯಸಿದ ಆಭರಣ ಖರೀದಿಸಬಹುದು. ಹಬ್ಬದ ಸಮಯದಲ್ಲಿ ಆಭರಣಗಳನ್ನು ಒಂದೇ ವೇದಿಕೆಯಲ್ಲಿ ಭಾರತದ 30 ಪ್ರತಿಷ್ಠಿತ ಆಭರಣ ಮಳಿಗೆಗಳ ಕಲೆಕ್ಷನ್ ದೊರೆಯಲಿದೆ. ಬೆಂಗಳೂರಿನ ಗುರುಕೃಪಾ, ಎಂ.ಪಿ ಜ್ಯುವೆಲ್ಲರ್ಸ್, ಸಿಂಹ ಜ್ಯುವೆಲರ್ಸ್, ನವರತನ್ ಸನ್ಸ್, ಪಂಚಶೀಲ ಜ್ಯುವೆಲ್ಲರಿ ಸೇರಿದಂತೆ ಹಲವು ಮಳಿಗೆಗಳು ಭಾಗವಹಿಸುತ್ತಿವೆ. ಗ್ರಾಹಕರ ಅಭಿರುಚಿಗೆ ತಕ್ಕಂತೆ ಆಭರಣಗಳು ಲಭ್ಯವಿದ್ದು, ಬೆಳ್ಳಿ ಆಭರಣಗಳು ಸಹ ಮೇಳದಲ್ಲಿ ಸಿಗಲಿವೆ. ಪ್ರದರ್ಶನ ಬೆಳಿಗ್ಗೆ 10 ರಿಂದ ರಾತ್ರಿ 8 ರವರೆಗೆ ತೆರೆದಿರುತ್ತದೆ. ಉಚಿತ ಪ್ರವೇಶ ಕಲ್ಪಿಸಲಾಗಿದ್ದು, ಹೆಚ್ಚಿನ ಮಾಹಿತಿಗಾಗಿ ಆಯೋಜಕರನ್ನು ಸಂಪರ್ಕಿಸಬಹುದು ಎಂದು ಗೋಲ್ಡನ್ ಕ್ರಿಸ್ಟಲ್ ಸಂಸ್ಥೆ ತಿಳಿಸಿದೆ. bbox=[890, 167, 1193, 349]
story3-headline: ಆಹಾರದ ಮಾಹಿತಿ ನಾಮಫಲಕದಲ್ಲಿ ಪ್ರಕಟಿಸಿ bbox=[498, 628, 1056, 674]
story1-col3 bbox=[890, 165, 1193, 618]
story1-photo bbox=[312, 165, 884, 473]
story1-headline: ಮದುವೆ ಹಾಗೂ ಶುಭ ಕಾರ್ಯಗಳಿಗೆ ಆಭರಣ ಪ್ರದರ್ಶನ, ಮಾರಾಟ bbox=[11, 104, 907, 151]
story6-divider bbox=[382, 1859, 384, 2402]
story3-photo bbox=[639, 717, 1194, 973]
rule-c bbox=[11, 1853, 1516, 1855]
